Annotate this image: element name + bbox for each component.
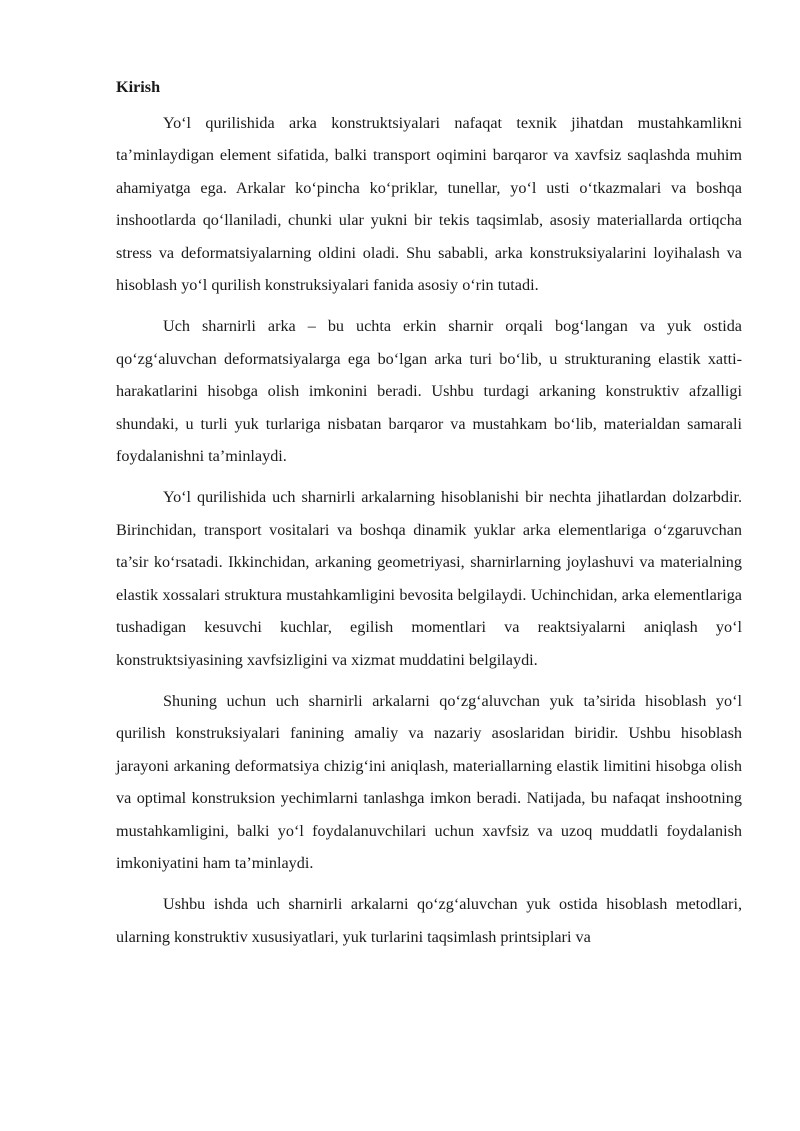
document-body (116, 74, 742, 962)
paragraph-1: Yo‘l qurilishida arka konstruktsiyalari nafaqat texnik jihatdan mustahkamlikni ta’minlaydigan element sifatida, balki transport oqimini barqaror va xavfsiz saqlashda muhim ahamiyatga ega. Arkalar ko‘pincha ko‘priklar, tunellar, yo‘l usti o‘tkazmalari va boshqa inshootlarda qo‘llaniladi, chunki ular yukni bir tekis taqsimlab, asosiy materiallarda ortiqcha stress va deformatsiyalarning oldini oladi. Shu sababli, arka konstruksiyalarini loyihalash va hisoblash yo‘l qurilish konstruksiyalari fanida asosiy o‘rin tutadi. (116, 114, 742, 295)
paragraph-3: Yo‘l qurilishida uch sharnirli arkalarning hisoblanishi bir nechta jihatlardan dolzarbdir. Birinchidan, transport vositalari va boshqa dinamik yuklar arka elementlariga o‘zgaruvchan ta’sir ko‘rsatadi. Ikkinchidan, arkaning geometriyasi, sharnirlarning joylashuvi va materialning elastik xossalari struktura mustahkamligini bevosita belgilaydi. Uchinchidan, arka elementlariga tushadigan kesuvchi kuchlar, egilish momentlari va reaktsiyalarni aniqlash yo‘l konstruktsiyasining xavfsizligini va xizmat muddatini belgilaydi. (116, 488, 742, 669)
paragraph-5: Ushbu ishda uch sharnirli arkalarni qo‘zg‘aluvchan yuk ostida hisoblash metodlari, ularning konstruktiv xususiyatlari, yuk turlarini taqsimlash printsiplari va (116, 895, 742, 946)
paragraph-2: Uch sharnirli arka – bu uchta erkin sharnir orqali bog‘langan va yuk ostida qo‘zg‘aluvchan deformatsiyalarga ega bo‘lgan arka turi bo‘lib, u strukturaning elastik xatti-harakatlarini hisobga olish imkonini beradi. Ushbu turdagi arkaning konstruktiv afzalligi shundaki, u turli yuk turlariga nisbatan barqaror va mustahkam bo‘lib, materialdan samarali foydalanishni ta’minlaydi. (116, 317, 742, 466)
paragraph-4: Shuning uchun uch sharnirli arkalarni qo‘zg‘aluvchan yuk ta’sirida hisoblash yo‘l qurilish konstruksiyalari fanining amaliy va nazariy asoslaridan biridir. Ushbu hisoblash jarayoni arkaning deformatsiya chizig‘ini aniqlash, materiallarning elastik limitini hisobga olish va optimal konstruksion yechimlarni tanlashga imkon beradi. Natijada, bu nafaqat inshootning mustahkamligini, balki yo‘l foydalanuvchilari uchun xavfsiz va uzoq muddatli foydalanish imkoniyatini ham ta’minlaydi. (116, 691, 742, 872)
section-heading: Kirish (116, 78, 161, 96)
